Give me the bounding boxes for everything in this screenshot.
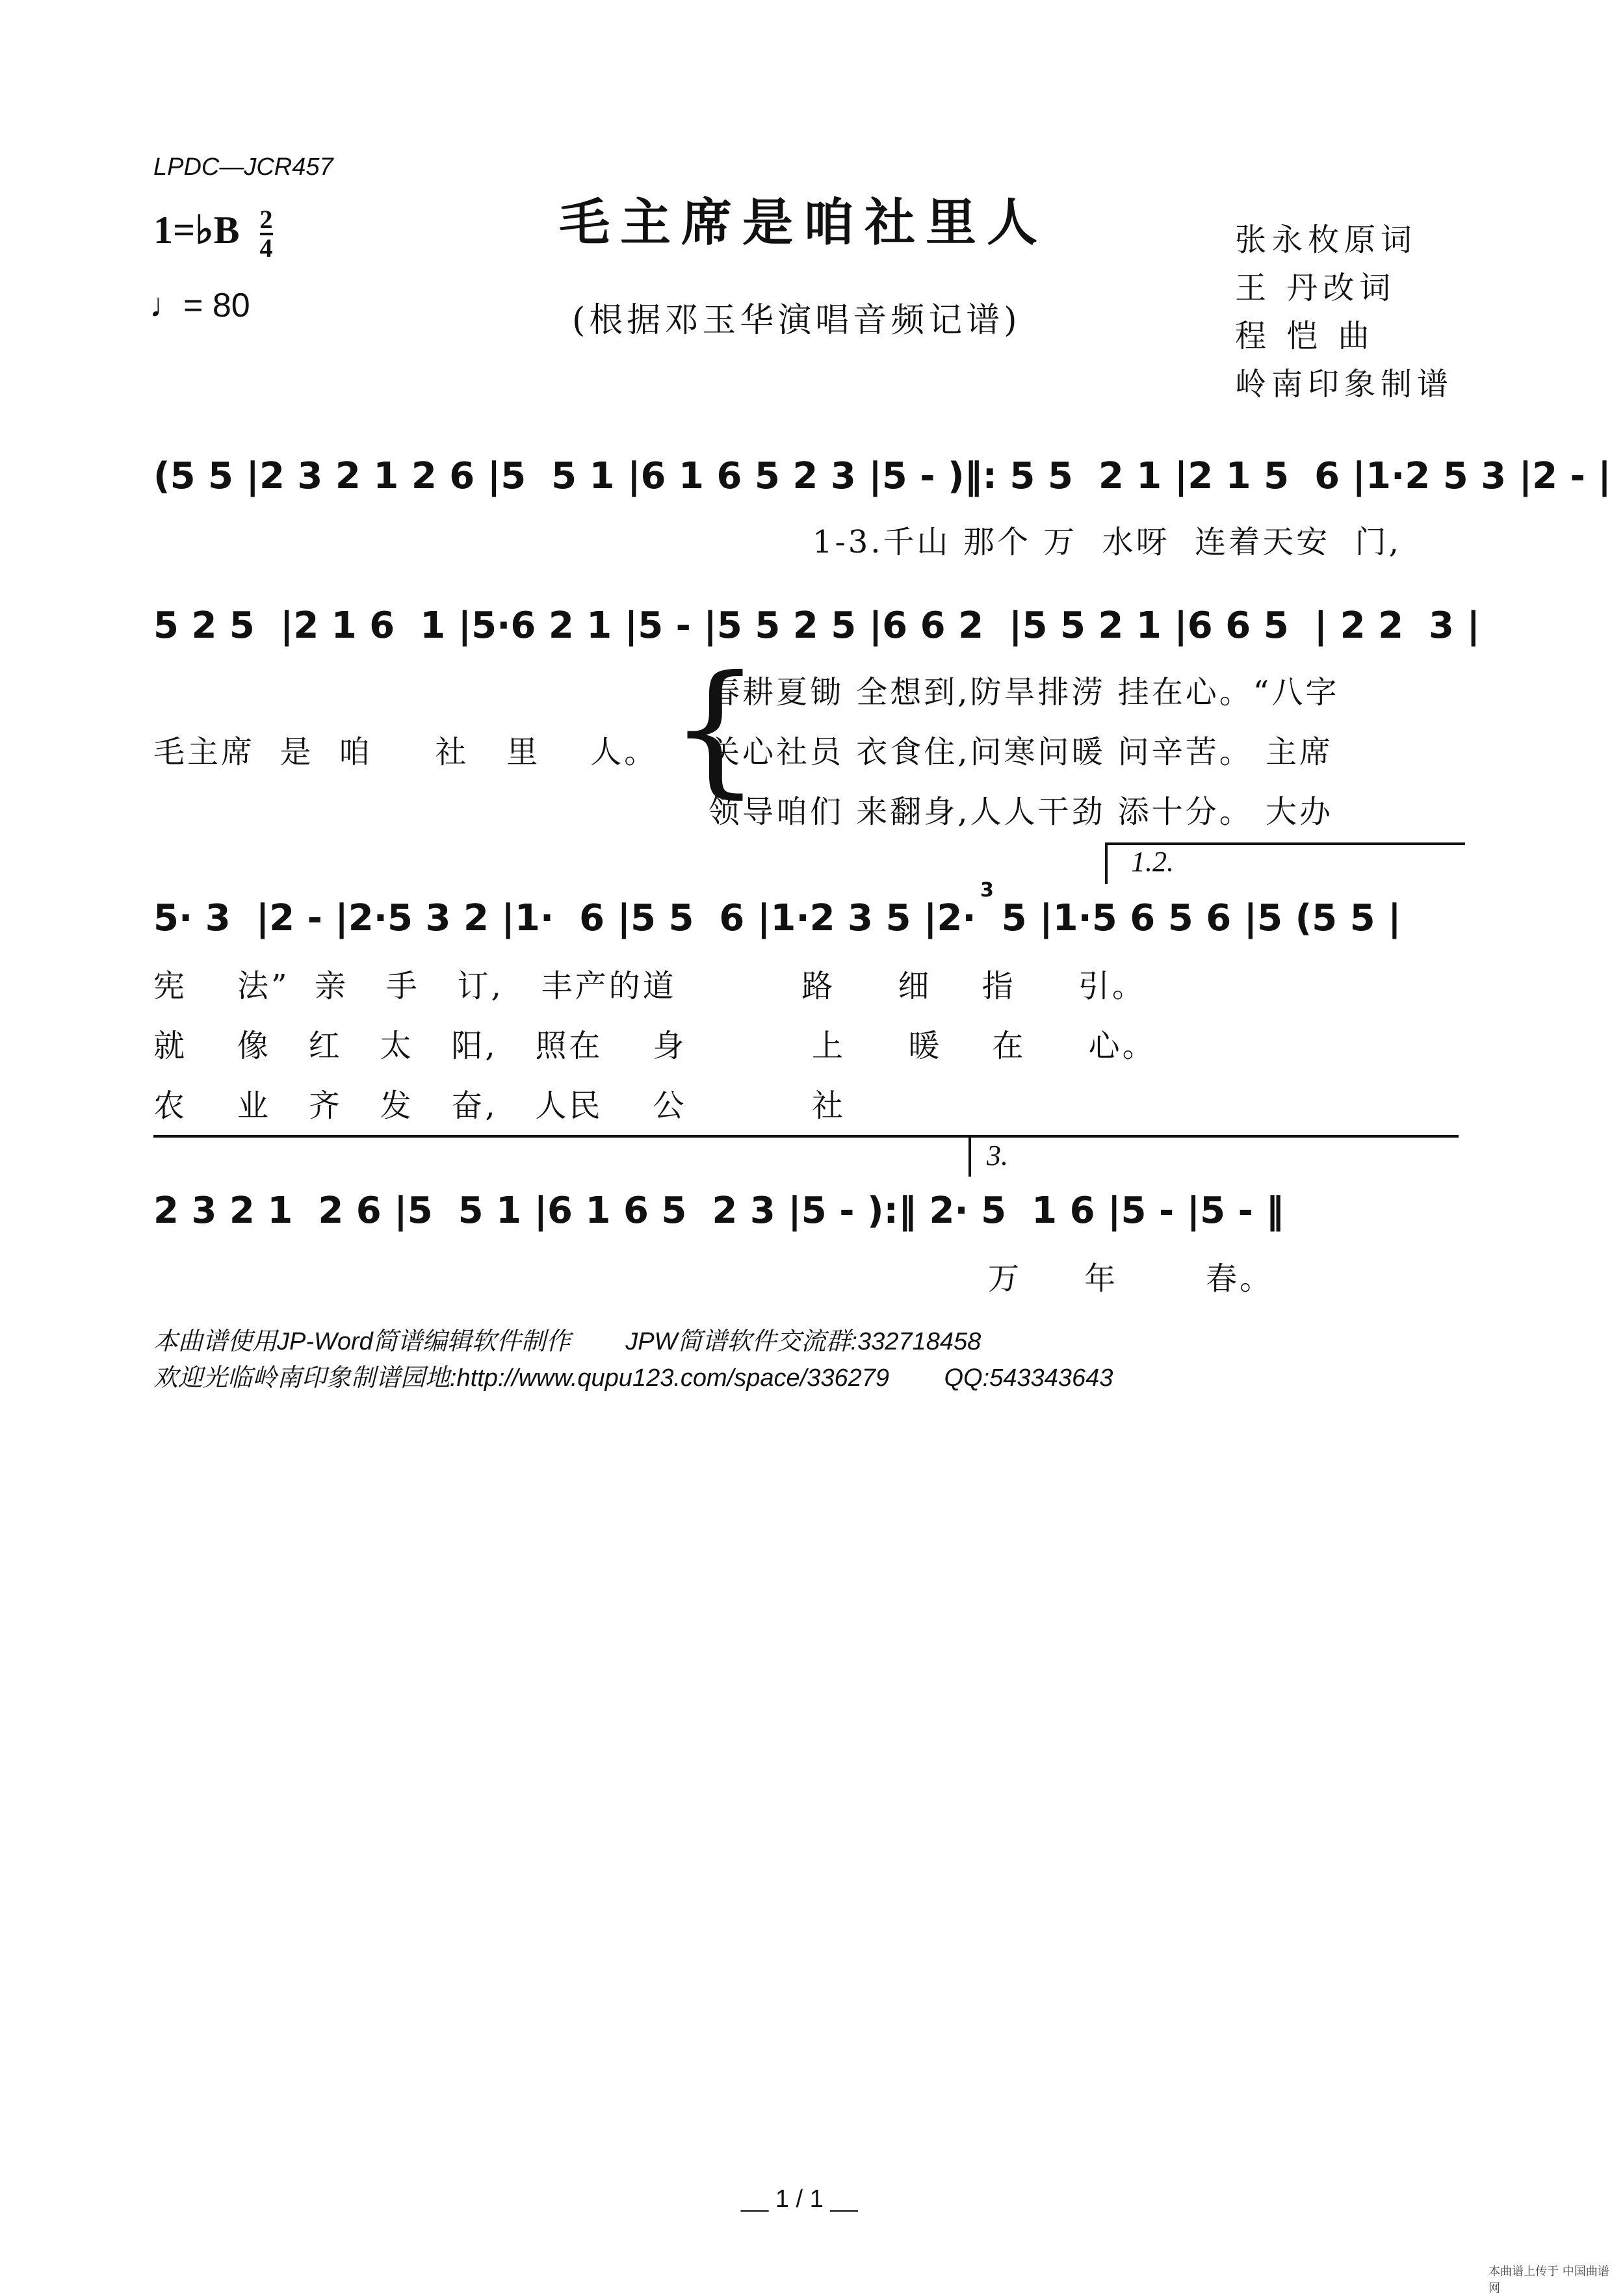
time-top: 2 xyxy=(259,205,273,234)
verse-brace: { xyxy=(670,645,760,811)
system-3-notes: 5· 3 |2 - |2·5 3 2 |1· 6 |5 5 6 |1·2 3 5 |2· 5 |1·5 6 5 6 |5 (5 5 | xyxy=(153,897,1401,939)
upload-stamp: 本曲谱上传于 中国曲谱网 xyxy=(1488,2265,1609,2295)
system-3-lyrics-2: 就 像 红 太 阳, 照在 身 上 暖 在 心。 xyxy=(153,1028,1156,1064)
system-4-lyrics: 万 年 春。 xyxy=(988,1260,1274,1297)
key-signature xyxy=(153,207,273,261)
footer-software-note: 本曲谱使用JP-Word简谱编辑软件制作 JPW简谱软件交流群:332718458 xyxy=(153,1328,982,1355)
credit-composer: 程 恺 曲 xyxy=(1235,318,1375,354)
system-3-lyrics-1: 宪 法” 亲 手 订, 丰产的道 路 细 指 引。 xyxy=(153,968,1146,1004)
time-signature xyxy=(260,207,273,261)
score-code: LPDC—JCR457 xyxy=(153,153,333,181)
credit-reviser: 王 丹改词 xyxy=(1235,270,1396,306)
tempo-marking: ♩= 80 xyxy=(150,287,250,324)
grace-note: 3 xyxy=(980,879,994,902)
verse-1-lyrics: 春耕夏锄 全想到,防旱排涝 挂在心。“八字 xyxy=(708,674,1340,711)
system-1-lyrics: 1-3.千山 那个 万 水呀 连着天安 门, xyxy=(812,524,1401,560)
verse-3-lyrics: 领导咱们 来翻身,人人干劲 添十分。 大办 xyxy=(708,794,1334,830)
credit-engraver: 岭南印象制谱 xyxy=(1235,366,1454,402)
page-number: __ 1 / 1 __ xyxy=(741,2185,858,2213)
system-2-notes: 5 2 5 |2 1 6 1 |5·6 2 1 |5 - |5 5 2 5 |6 6 2 |5 5 2 1 |6 6 5 | 2 2 3 | xyxy=(153,605,1480,647)
volta-bracket-3 xyxy=(968,1135,1459,1177)
page-subtitle: (根据邓玉华演唱音频记谱) xyxy=(572,301,1021,340)
verse-2-lyrics: 关心社员 衣食住,问寒问暖 问辛苦。 主席 xyxy=(708,734,1334,770)
page-title: 毛主席是咱社里人 xyxy=(559,193,1048,252)
volta-label-1-2: 1.2. xyxy=(1131,846,1174,878)
system-3-lyrics-3: 农 业 齐 发 奋, 人民 公 社 xyxy=(153,1088,846,1124)
time-bottom: 4 xyxy=(259,233,273,263)
footer-website-note: 欢迎光临岭南印象制谱园地:http://www.qupu123.com/space/336279 QQ:543343643 xyxy=(153,1364,1113,1392)
volta-label-3: 3. xyxy=(987,1140,1008,1171)
key-label: 1=♭B xyxy=(153,208,240,252)
system-4-top-line xyxy=(153,1135,972,1138)
credit-lyricist: 张永枚原词 xyxy=(1235,222,1418,258)
system-4-notes: 2 3 2 1 2 6 |5 5 1 |6 1 6 5 2 3 |5 - ):‖ 2· 5 1 6 |5 - |5 - ‖ xyxy=(153,1190,1284,1232)
system-2-lyrics: 毛主席 是 咱 社 里 人。 xyxy=(153,734,658,770)
system-1-notes: (5 5 |2 3 2 1 2 6 |5 5 1 |6 1 6 5 2 3 |5 - )‖: 5 5 2 1 |2 1 5 6 |1·2 5 3 |2 - | xyxy=(153,455,1611,497)
